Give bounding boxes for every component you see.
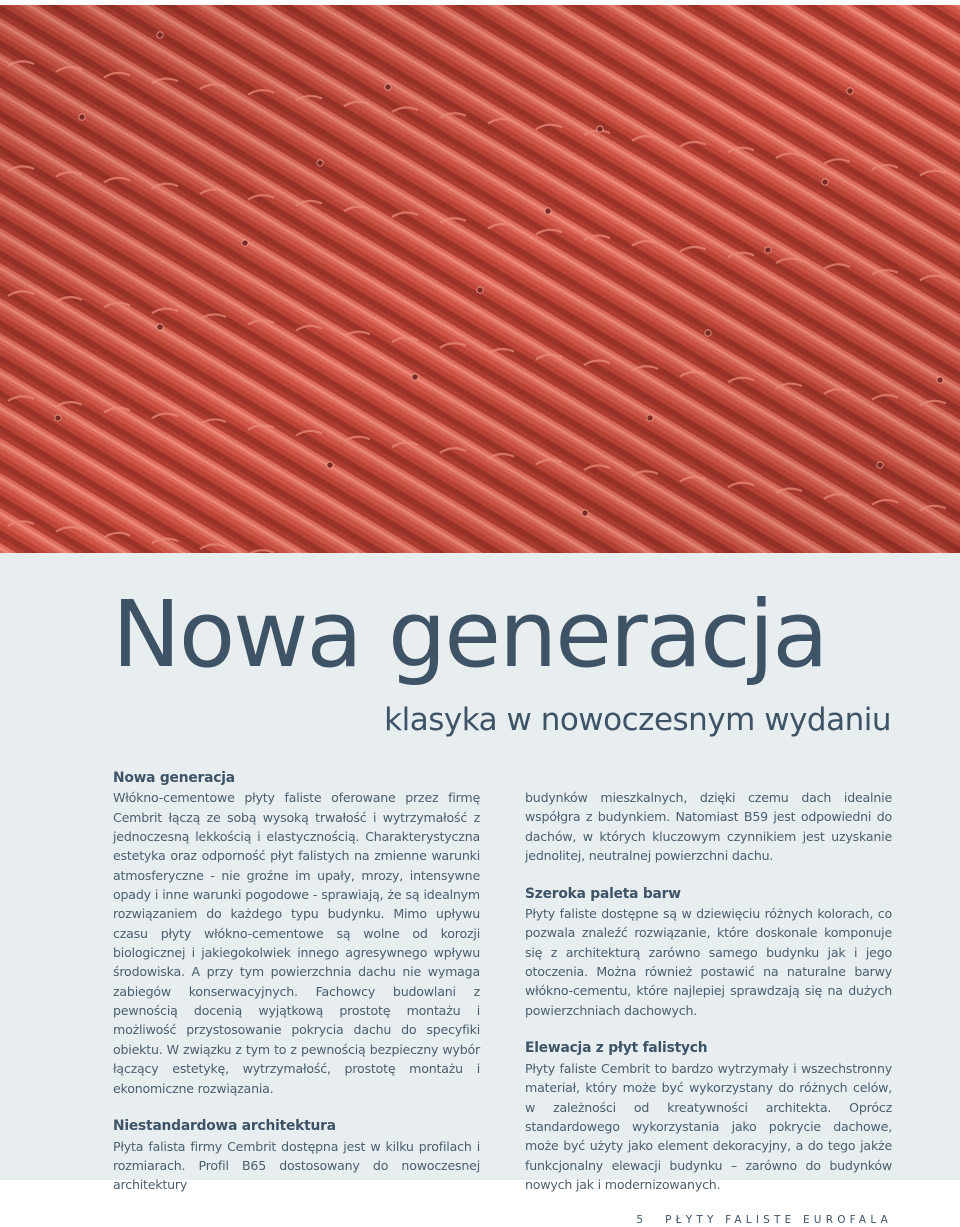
running-title: PŁYTY FALISTE EUROFALA [665, 1214, 892, 1226]
roof-photo [0, 5, 960, 553]
right-column [525, 788, 892, 1214]
roof-screw [847, 88, 853, 94]
roof-screw [582, 510, 588, 516]
roof-screw [55, 415, 61, 421]
roof-screw [545, 208, 551, 214]
section-body: Płyty faliste Cembrit to bardzo wytrzymały i wszechstronny materiał, który może być wykorzystany do różnych celów, w zależności od kreatywności architekta. Oprócz standardowego wykorzystania jako pokrycie dachowe, może być użyty jako element dekoracyjny, a do tego jakże funkcjonalny elewacji budynku – zarówno do budynków nowych jak i modernizowanych. [525, 1060, 892, 1192]
roof-screw [705, 330, 711, 336]
roof-screw [937, 377, 943, 383]
section-heading: Niestandardowa architektura [113, 1118, 336, 1135]
roof-screw [597, 126, 603, 132]
left-column [113, 769, 480, 1214]
roof-screw [477, 287, 483, 293]
roof-screw [385, 84, 391, 90]
section-heading: Nowa generacja [113, 770, 235, 786]
section-body-continued: budynków mieszkalnych, dzięki czemu dach idealnie współgra z budynkiem. Natomiast B59 jest odpowiedni do dachów, w których kluczowym czynnikiem jest uzyskanie jednolitej, neutralnej powierzchni dachu. [525, 790, 892, 864]
roof-screw [822, 179, 828, 185]
section-heading: Elewacja z płyt falistych [525, 1040, 708, 1057]
roof-screw [157, 32, 163, 38]
roof-screw [79, 114, 85, 120]
section-body: Włókno-cementowe płyty faliste oferowane przez firmę Cembrit łączą ze sobą wysoką trwałość i wytrzymałość z jednoczesną lekkością i elastycznością. Charakterystyczna estetyka oraz odporność płyt falistych na zmienne warunki atmosferyczne - nie groźne im upały, mrozy, intensywne opady i inne warunki pogodowe - sprawiają, że są idealnym rozwiązaniem do każdego typu budynku. Mimo upływu czasu płyty włókno-cementowe są wolne od korozji biologicznej i jakiegokolwiek innego agresywnego wpływu środowiska. A przy tym powierzchnia dachu nie wymaga zabiegów konserwacyjnych. Fachowcy budowlani z pewnością docenią wyjątkową prostotę montażu i możliwość przystosowanie pokrycia dachu do specyfiki obiektu. W związku z tym to z pewnością bezpieczny wybór łączący estetykę, wytrzymałość, prostotę montażu i ekonomiczne rozwiązania. [113, 790, 480, 1096]
roof-screw [157, 324, 163, 330]
roof-screw [765, 247, 771, 253]
page-footer [636, 1214, 892, 1226]
roof-screw [242, 240, 248, 246]
page-title: Nowa generacja [112, 581, 827, 688]
roof-screw [877, 462, 883, 468]
roof-screw [647, 415, 653, 421]
section-body: Płyty faliste dostępne są w dziewięciu różnych kolorach, co pozwala znaleźć rozwiązanie, które doskonale komponuje się z architekturą zarówno samego budynku jak i jego otoczenia. Można również postawić na naturalne barwy włókno-cementu, które najlepiej sprawdzają się na dużych powierzchniach dachowych. [525, 906, 892, 1018]
roof-screw [412, 374, 418, 380]
roof-screw [327, 462, 333, 468]
page-number: 5 [636, 1214, 644, 1226]
page-subtitle: klasyka w nowoczesnym wydaniu [384, 702, 891, 738]
corrugated-roof-image [0, 5, 960, 553]
roof-screw [317, 160, 323, 166]
section-body: Płyta falista firmy Cembrit dostępna jest w kilku profilach i rozmiarach. Profil B65 dostosowany do nowoczesnej architektury [113, 1138, 480, 1193]
section-heading: Szeroka paleta barw [525, 885, 681, 902]
